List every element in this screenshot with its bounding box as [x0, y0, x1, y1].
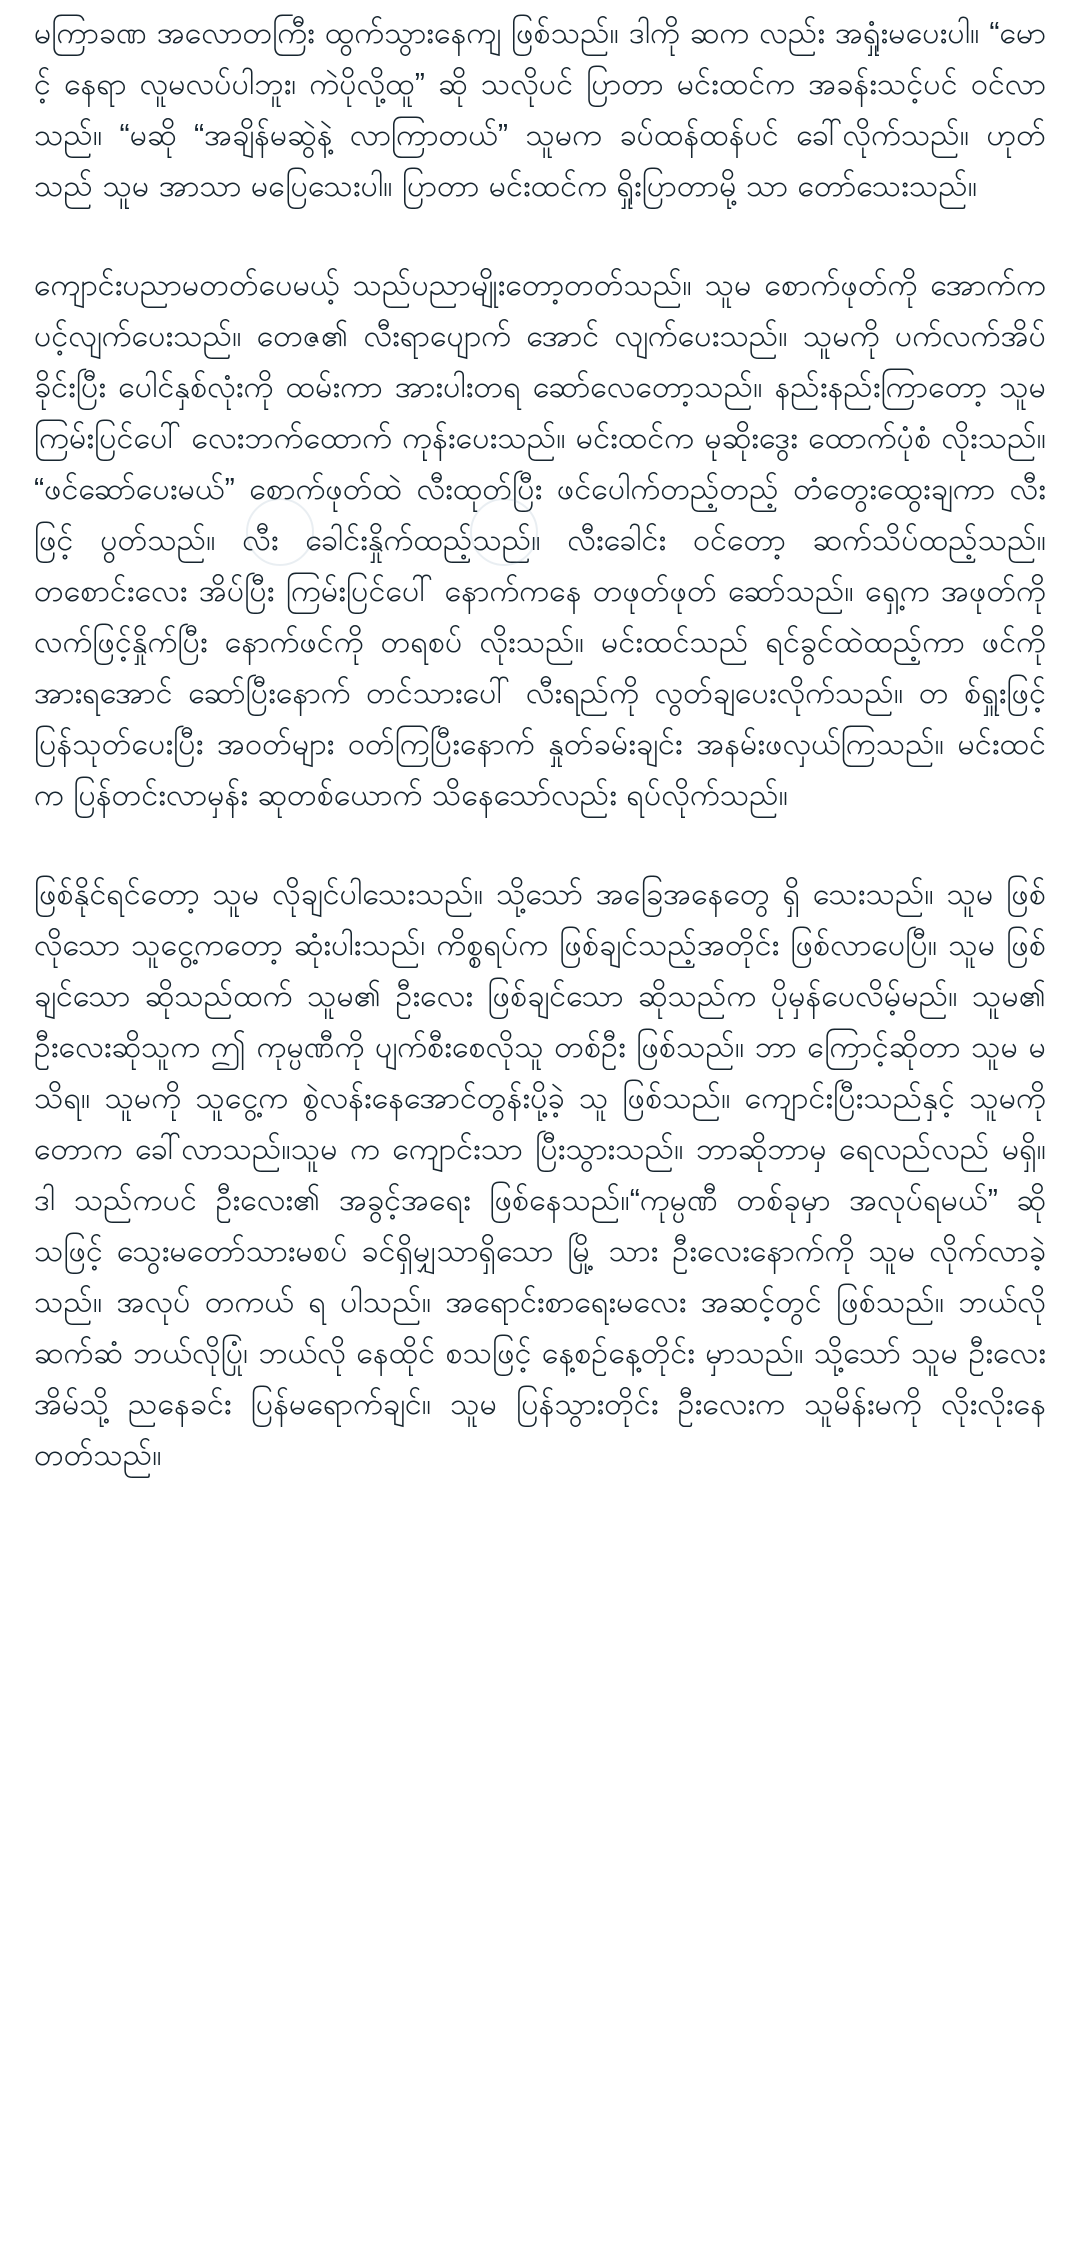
paragraph-2: ကျောင်းပညာမတတ်ပေမယ့် သည်ပညာမျိုးတော့တတ်သည်။ သူမ စောက်ဖုတ်ကို အောက်က ပင့်လျက်ပေးသည်။ တေဇ၏ လီးရာပျောက် အောင် လျက်ပေးသည်။ သူမကို ပက်လက်အိပ်ခိုင်းပြီး ပေါင်နှစ်လုံးကို ထမ်းကာ အားပါးတရ ဆော်လေတော့သည်။ နည်းနည်းကြာတော့ သူမ ကြမ်းပြင်ပေါ် လေးဘက်ထောက် ကုန်းပေးသည်။ မင်းထင်က မုဆိုးဒွေး ထောက်ပုံစံ လိုးသည်။ “ဖင်ဆော်ပေးမယ်” စောက်ဖုတ်ထဲ လီးထုတ်ပြီး ဖင်ပေါက်တည့်တည့် တံတွေးထွေးချကာ လီးဖြင့် ပွတ်သည်။ လီး ခေါင်းနှိုက်ထည့်သည်။ လီးခေါင်း ဝင်တော့ ဆက်သိပ်ထည့်သည်။ တစောင်းလေး အိပ်ပြီး ကြမ်းပြင်ပေါ် နောက်ကနေ တဖုတ်ဖုတ် ဆော်သည်။ ရှေ့က အဖုတ်ကို လက်ဖြင့်နှိုက်ပြီး နောက်ဖင်ကို တရစပ် လိုးသည်။ မင်းထင်သည် ရင်ခွင်ထဲထည့်ကာ ဖင်ကို အားရအောင် ဆော်ပြီးနောက် တင်သားပေါ် လီးရည်ကို လွတ်ချပေးလိုက်သည်။ တ စ်ရှူးဖြင့် ပြန်သုတ်ပေးပြီး အဝတ်များ ဝတ်ကြပြီးနောက် နှုတ်ခမ်းချင်း အနမ်းဖလှယ်ကြသည်။ မင်းထင်က ပြန်တင်းလာမှန်း ဆုတစ်ယောက် သိနေသော်လည်း ရပ်လိုက်သည်။ [34, 268, 1046, 812]
paragraph-3: ဖြစ်နိုင်ရင်တော့ သူမ လိုချင်ပါသေးသည်။ သို့သော် အခြေအနေတွေ ရှိ သေးသည်။ သူမ ဖြစ်လိုသော သူငွေ့ကတော့ ဆုံးပါးသည်၊ ကိစ္စရပ်က ဖြစ်ချင်သည့်အတိုင်း ဖြစ်လာပေပြီ။ သူမ ဖြစ်ချင်သော ဆိုသည်ထက် သူမ၏ ဦးလေး ဖြစ်ချင်သော ဆိုသည်က ပိုမှန်ပေလိမ့်မည်။ သူမ၏ ဦးလေးဆိုသူက ဤ ကုမ္ပဏီကို ပျက်စီးစေလိုသူ တစ်ဦး ဖြစ်သည်။ ဘာ ကြောင့်ဆိုတာ သူမ မသိရ။ သူမကို သူငွေ့က စွဲလန်းနေအောင်တွန်းပို့ခဲ့ သူ ဖြစ်သည်။ ကျောင်းပြီးသည်နှင့် သူမကို တောက ခေါ်လာသည်။သူမ က ကျောင်းသာ ပြီးသွားသည်။ ဘာဆိုဘာမှ ရေလည်လည် မရှိ။ ဒါ သည်ကပင် ဦးလေး၏ အခွင့်အရေး ဖြစ်နေသည်။“ကုမ္ပဏီ တစ်ခုမှာ အလုပ်ရမယ်” ဆိုသဖြင့် သွေးမတော်သားမစပ် ခင်ရှိမျှသာရှိသော မြို့ သား ဦးလေးနောက်ကို သူမ လိုက်လာခဲ့သည်။ အလုပ် တကယ် ရ ပါသည်။ အရောင်းစာရေးမလေး အဆင့်တွင် ဖြစ်သည်။ ဘယ်လို ဆက်ဆံ ဘယ်လိုပြုံ၊ ဘယ်လို နေထိုင် စသဖြင့် နေ့စဉ်နေ့တိုင်း မှာသည်။ သို့သော် သူမ ဦးလေးအိမ်သို့ ညနေခင်း ပြန်မရောက်ချင်။ သူမ ပြန်သွားတိုင်း ဦးလေးက သူမိန်းမကို လိုးလိုးနေတတ်သည်။ [34, 877, 1046, 1472]
paragraph-1: မကြာခဏ အလောတကြီး ထွက်သွားနေကျ ဖြစ်သည်။ ဒါကို ဆက လည်း အရှုံးမပေးပါ။ “မောင့် နေရာ လူမလပ်ပါဘူး၊ ကဲပိုလို့ထူ” ဆို သလိုပင် ပြာတာ မင်းထင်က အခန်းသင့်ပင် ဝင်လာသည်။ “မဆို “အချိန်မဆွဲနဲ့ လာကြာတယ်” သူမက ခပ်ထန်ထန်ပင် ခေါ်လိုက်သည်။ ဟုတ်သည် သူမ အာသာ မပြေသေးပါ။ ပြာတာ မင်းထင်က ရှိုးပြာတာမို့ သာ တော်သေးသည်။ [34, 16, 1046, 203]
page-top-edge [0, 0, 1080, 6]
